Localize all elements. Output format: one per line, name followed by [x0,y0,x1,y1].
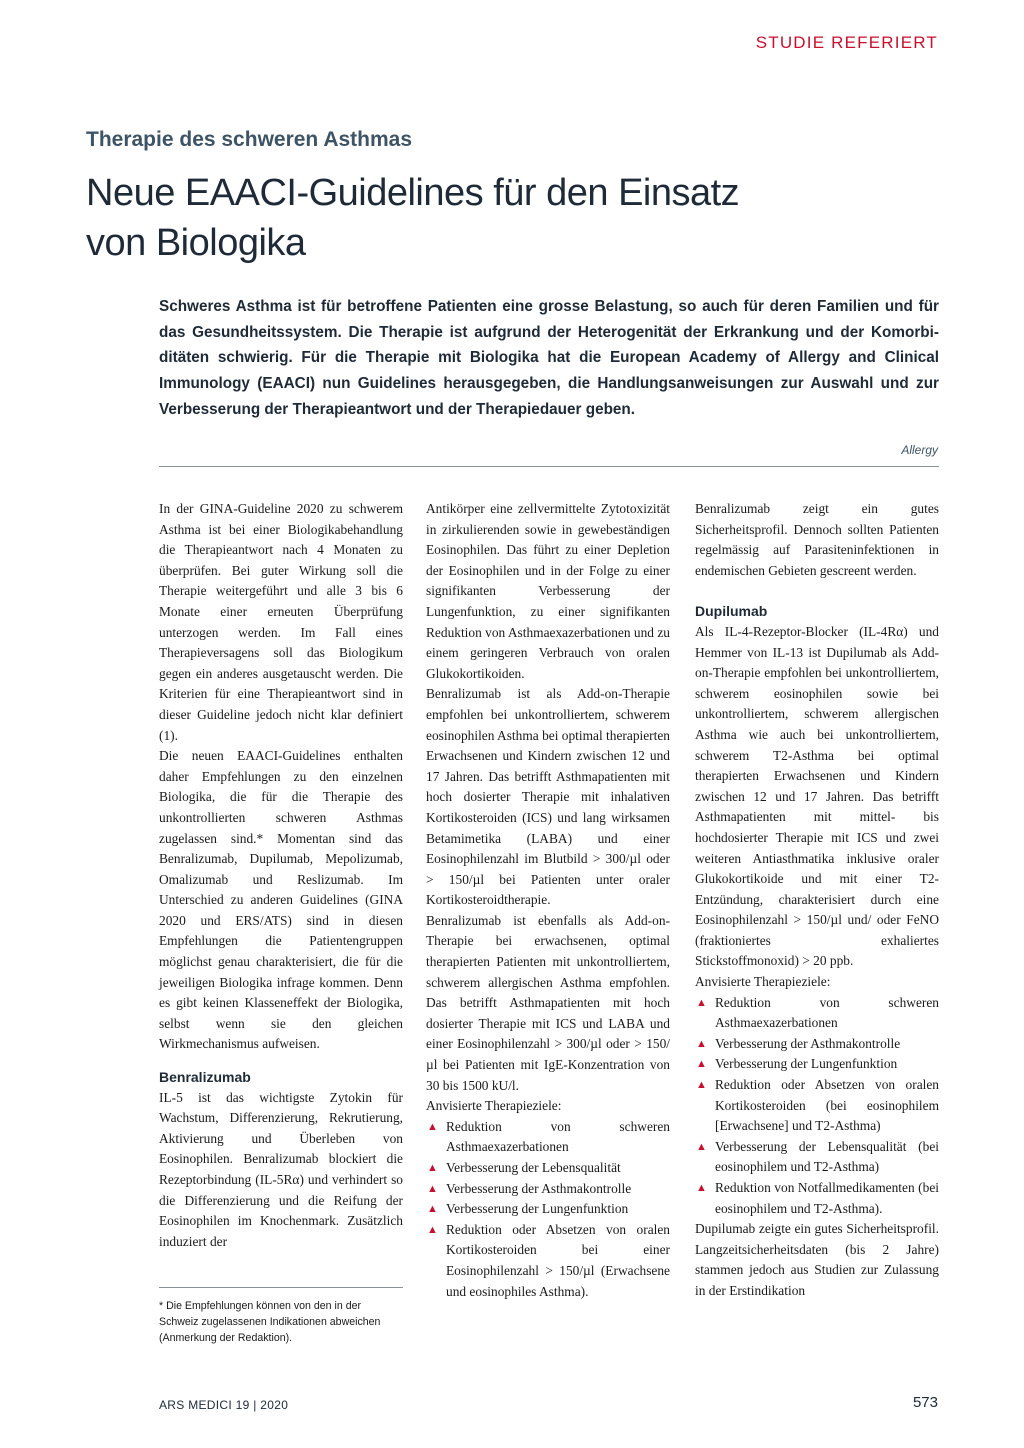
divider [159,466,939,467]
section-heading-benralizumab: Benralizumab [159,1069,251,1086]
list-item: ▲ Verbesserung der Asthmakontrolle [426,1179,670,1200]
triangle-bullet-icon: ▲ [427,1223,438,1236]
triangle-bullet-icon: ▲ [696,1140,707,1153]
paragraph: In der GINA-Guideline 2020 zu schwerem Asthma ist bei einer Biologikabehandlung die Therapieantwort nach 4 Monaten zu überprüfen. Bei guter Wirkung soll die Therapie weitergeführt und alle 3 bis 6 Monate einer erneuten Überprüfung unterzogen werden. Im Fall eines Therapieversagens soll das Biologikum gegen ein anderes ausgetauscht werden. Die Kriterien für eine Therapieantwort sind in dieser Guideline jedoch nicht klar definiert (1). [159,501,403,743]
lead-line: Verbesserung der Therapieantwort und der Therapiedauer geben. [159,400,636,418]
list-item: ▲ Verbesserung der Lungenfunktion [695,1054,939,1075]
list-item: ▲ Reduktion oder Absetzen von oralen Kortikosteroiden (bei eosinophilem [Erwachsene] und T2-Asthma) [696,1077,939,1134]
triangle-bullet-icon: ▲ [427,1203,438,1216]
list-item: ▲ Verbesserung der Asthmakontrolle [695,1034,939,1055]
triangle-bullet-icon: ▲ [427,1162,438,1174]
triangle-bullet-icon: ▲ [696,996,707,1009]
triangle-bullet-icon: ▲ [696,1058,707,1071]
list-item: ▲ Reduktion von Notfallmedikamenten (bei eosinophilem und T2-Asthma). [696,1180,939,1216]
section-heading-dupilumab: Dupilumab [695,603,768,620]
triangle-bullet-icon: ▲ [696,1037,707,1050]
text-column-2 [426,499,670,1302]
paragraph: Antikörper eine zellvermittelte Zytotoxizität in zirkulierenden sowie in gewebeständigen Eosinophilen. Das führt zu einer Depletion der Eosinophilen und in der Folge zu einer signifikanten Verbesserung der Lungenfunktion, zu einer signifikanten Reduktion von Asthmaexazerbationen und zu einem geringeren Verbrauch von oralen Glukokortikoiden. [426,501,670,681]
lead-line: ditäten schwierig. Für die Therapie mit Biologika hat die European Academy of Allergy and Clinical [159,349,939,367]
triangle-bullet-icon: ▲ [696,1182,707,1194]
goals-label: Anvisierte Therapieziele: [426,1098,562,1114]
goals-label: Anvisierte Therapieziele: [695,974,831,990]
title-line: von Biologika [86,222,306,264]
lead-line: das Gesundheitssystem. Die Therapie ist aufgrund der Heterogenität der Erkrankung und der Komorbi- [159,323,939,341]
paragraph: Benralizumab ist ebenfalls als Add-on-Therapie bei erwachsenen, optimal therapierten Patienten mit unkontrolliertem, schwerem allergischen Asthma empfohlen. Das betrifft Asthmapatienten mit hoch dosierter Therapie mit ICS und LABA und einer Eosinophilenzahl > 300/µl oder > 150/µl bei Patienten mit IgE-Konzentration von 30 bis 1500 kU/l. [426,912,670,1093]
list-item: ▲ Verbesserung der Lebensqualität [426,1158,670,1179]
text-column-3 [695,499,939,1302]
list-item: ▲ Reduktion von schweren Asthmaexazerbationen [427,1118,670,1155]
section-label: STUDIE REFERIERT [755,33,938,52]
journal-issue: ARS MEDICI 19 | 2020 [159,1398,289,1412]
paragraph: Die neuen EAACI-Guidelines enthalten daher Empfehlungen zu den einzelnen Biologika, die für die Therapie des unkontrollierten schweren Asthmas zugelassen sind.* Momentan sind das Benralizumab, Dupilumab, Mepolizumab, Omalizumab und Reslizumab. Im Unterschied zu anderen Guidelines (GINA 2020 und ERS/ATS) sind in diesen Empfehlungen die Patientengruppen möglichst genau charakterisiert, die für die jeweiligen Biologika infrage kommen. Denn es gibt keinen Klasseneffekt der Biologika, selbst wenn sie den gleichen Wirkmechanismus aufweisen. [159,748,403,1052]
paragraph: Als IL-4-Rezeptor-Blocker (IL-4Rα) und Hemmer von IL-13 ist Dupilumab als Add-on-Therapie empfohlen bei unkontrolliertem, schwerem eosinophilen sowie bei unkontrolliertem, schwerem allergischen Asthma wie auch bei unkontrolliertem, schwerem T2-Asthma bei optimal therapierten Erwachsenen und Kindern zwischen 12 und 17 Jahren. Das betrifft Asthmapatienten mit mittel- bis hochdosierter Therapie mit ICS und zwei weiteren Antiasthmatika inklusive oraler Glukokortikoide und mit einer T2-Entzündung, charakterisiert durch eine Eosinophilenzahl > 150/µl und/ oder FeNO (fraktioniertes exhaliertes Stickstoffmonoxid) > 20 ppb. [695,623,939,969]
article-kicker: Therapie des schweren Asthmas [86,128,413,151]
paragraph: Benralizumab ist als Add-on-Therapie empfohlen bei unkontrolliertem, schwerem eosinophilen Asthma bei optimal therapierten Erwachsenen und Kindern zwischen 12 und 17 Jahren. Das betrifft Asthmapatienten mit hoch dosierter Therapie mit inhalativen Kortikosteroiden (ICS) und lang wirksamen Betamimetika (LABA) und einer Eosinophilenzahl im Blutbild > 300/µl oder > 150/µl bei Patienten unter oraler Kortikosteroidtherapie. [426,686,670,908]
page-number: 573 [912,1394,938,1411]
list-item: ▲ Verbesserung der Lebensqualität (bei eosinophilem und T2-Asthma) [696,1138,939,1175]
title-line: Neue EAACI-Guidelines für den Einsatz [86,172,740,214]
paragraph: Benralizumab zeigt ein gutes Sicherheitsprofil. Dennoch sollten Patienten regelmässig auf Parasiteninfektionen in endemischen Gebieten gescreent werden. [695,501,939,578]
triangle-bullet-icon: ▲ [696,1079,707,1092]
source-reference: Allergy [901,443,938,457]
paragraph: Dupilumab zeigte ein gutes Sicherheitsprofil. Langzeitsicherheitsdaten (bis 2 Jahre) stammen jedoch aus Studien zur Zulassung in der Erstindikation [695,1221,939,1298]
lead-line: Schweres Asthma ist für betroffene Patienten eine grosse Belastung, so auch für deren Familien und für [159,298,939,315]
list-item: ▲ Reduktion oder Absetzen von oralen Kortikosteroiden bei einer Eosinophilenzahl > 150/µl (Erwachsene und eosinophiles Asthma). [427,1221,670,1299]
article-title [86,168,886,268]
list-item: ▲ Verbesserung der Lungenfunktion [426,1199,670,1220]
footnote-divider [159,1287,403,1288]
text-column-1 [159,499,403,1252]
triangle-bullet-icon: ▲ [427,1182,438,1195]
lead-line: Immunology (EAACI) nun Guidelines herausgegeben, die Handlungsanweisungen zur Auswahl und zur [159,375,939,393]
article-lead [159,294,939,423]
paragraph: IL-5 ist das wichtigste Zytokin für Wachstum, Differenzierung, Rekrutierung, Aktivierung und Überleben von Eosinophilen. Benralizumab blockiert die Rezeptorbindung (IL-5Rα) und verhindert so die Differenzierung und die Reifung der Eosinophilen im Knochenmark. Zusätzlich induziert der [159,1089,403,1249]
list-item: ▲ Reduktion von schweren Asthmaexazerbationen [696,994,939,1031]
triangle-bullet-icon: ▲ [427,1120,438,1133]
footnote: * Die Empfehlungen können von den in der Schweiz zugelassenen Indikationen abweichen (Anmerkung der Redaktion). [159,1300,381,1344]
